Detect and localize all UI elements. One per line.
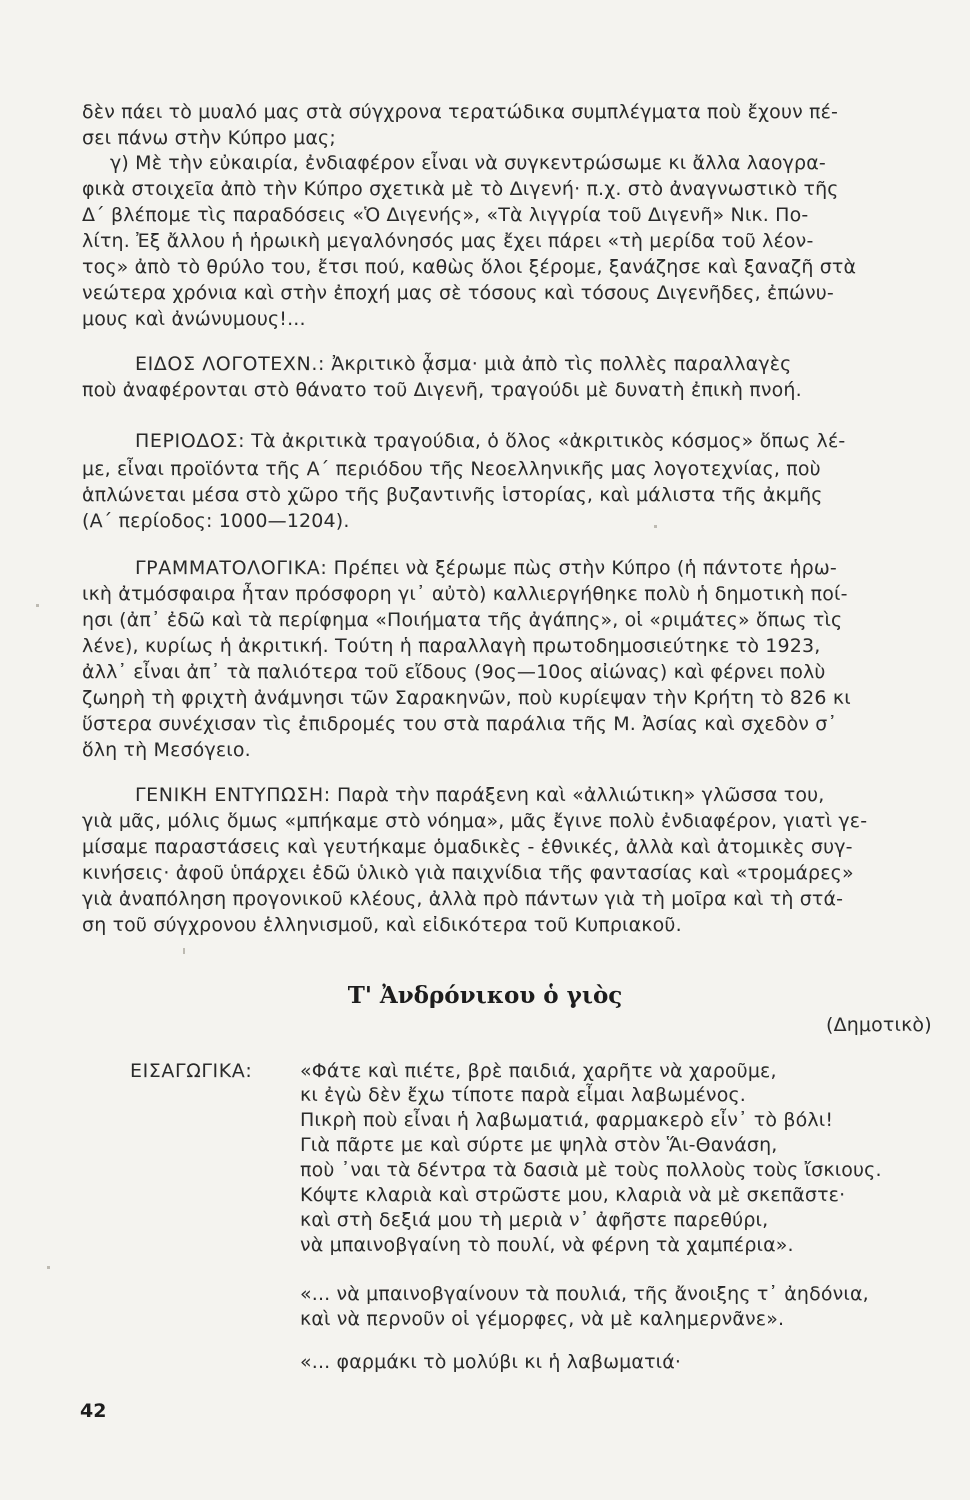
text-line: γιὰ μᾶς, μόλις ὅμως «μπήκαμε στὸ νόημα», μᾶς ἔγινε πολὺ ἐνδιαφέρον, γιατὶ γε- [82,810,868,832]
verse-line: καὶ στὴ δεξιά μου τὴ μεριὰ ν᾿ ἀφῆστε παρεθύρι, [300,1209,769,1231]
verse-line: Πικρὴ ποὺ εἶναι ἡ λαβωματιά, φαρμακερὸ εἶν᾿ τὸ βόλι! [300,1109,834,1131]
text-line: (Α΄ περίοδος: 1000—1204). [82,510,350,532]
text-line: σει πάνω στὴν Κύπρο μας; [82,127,336,149]
geniki-label: ΓΕΝΙΚΗ ΕΝΤΥΠΩΣΗ: [135,784,331,806]
print-speck [47,1266,50,1269]
poem-title: Τ' Ἀνδρόνικου ὁ γιὸς [347,982,623,1009]
text-line: φικὰ στοιχεῖα ἀπὸ τὴν Κύπρο σχετικὰ μὲ τὸ Διγενή· π.χ. στὸ ἀναγνωστικὸ τῆς [82,178,839,200]
text-line: ἀλλ᾿ εἶναι ἀπ᾿ τὰ παλιότερα τοῦ εἴδους (9ος—10ος αἰώνας) καὶ φέρνει πολὺ [82,661,826,683]
print-speck [183,948,185,954]
grammatologika-label: ΓΡΑΜΜΑΤΟΛΟΓΙΚΑ: [135,557,328,579]
text-line: ζωηρὴ τὴ φριχτὴ ἀνάμνησι τῶν Σαρακηνῶν, ποὺ κυρίεψαν τὴν Κρήτη τὸ 826 κι [82,687,851,709]
intro-label: ΕΙΣΑΓΩΓΙΚΑ: [130,1060,253,1082]
verse-line: «... φαρμάκι τὸ μολύβι κι ἡ λαβωματιά· [300,1351,682,1373]
text-line: μους καὶ ἀνώνυμους!... [82,308,306,330]
text-line: δὲν πάει τὸ μυαλό μας στὰ σύγχρονα τερατώδικα συμπλέγματα ποὺ ἔχουν πέ- [82,101,839,123]
text-line: Δ΄ βλέπομε τὶς παραδόσεις «Ὁ Διγενής», «Τὰ λιγγρία τοῦ Διγενῆ» Νικ. Πο- [82,204,809,226]
eidos-line: ΕΙΔΟΣ ΛΟΓΟΤΕΧΝ.: Ἀκριτικὸ ᾆσμα· μιὰ ἀπὸ τὶς πολλὲς παραλλαγὲς [135,353,792,375]
text-line: ἁπλώνεται μέσα στὸ χῶρο τῆς βυζαντινῆς ἱστορίας, καὶ μάλιστα τῆς ἀκμῆς [82,484,823,506]
periodos-label: ΠΕΡΙΟΔΟΣ: [135,430,246,452]
text-line: μίσαμε παραστάσεις καὶ γευτήκαμε ὁμαδικὲς - ἐθνικές, ἀλλὰ καὶ ἀτομικὲς συγ- [82,836,853,858]
text-line: λίτη. Ἐξ ἄλλου ἡ ἡρωικὴ μεγαλόνησός μας ἔχει πάρει «τὴ μερίδα τοῦ λέον- [82,230,814,252]
grammatologika-line: ΓΡΑΜΜΑΤΟΛΟΓΙΚΑ: Πρέπει νὰ ξέρωμε πὼς στὴν Κύπρο (ἡ πάντοτε ἡρω- [135,557,837,579]
text-line: ησι (ἀπ᾿ ἐδῶ καὶ τὰ περίφημα «Ποιήματα τῆς ἀγάπης», οἱ «ριμάτες» ὅπως τὶς [82,609,843,631]
text-line: τος» ἀπὸ τὸ θρύλο του, ἔτσι πού, καθὼς ὅλοι ξέρομε, ξανάζησε καὶ ξαναζῆ στὰ [82,256,857,278]
print-speck [36,604,39,607]
text-line: γιὰ ἀναπόληση προγονικοῦ κλέους, ἀλλὰ πρὸ πάντων γιὰ τὴ μοῖρα καὶ τὴ στά- [82,888,844,910]
text-line: με, εἶναι προϊόντα τῆς Α΄ περιόδου τῆς Νεοελληνικῆς μας λογοτεχνίας, ποὺ [82,458,821,480]
page-number: 42 [80,1400,107,1422]
verse-line: Κόψτε κλαριὰ καὶ στρῶστε μου, κλαριὰ νὰ μὲ σκεπᾶστε· [300,1184,846,1206]
verse-line: κι ἐγὼ δὲν ἔχω τίποτε παρὰ εἶμαι λαβωμένος. [300,1084,746,1106]
verse-line: «... νὰ μπαινοβγαίνουν τὰ πουλιά, τῆς ἄνοιξης τ᾿ ἀηδόνια, [300,1283,869,1305]
verse-line: νὰ μπαινοβγαίνη τὸ πουλί, νὰ φέρνη τὰ χαμπέρια». [300,1234,794,1256]
text-line: λένε), κυρίως ἡ ἀκριτική. Τούτη ἡ παραλλαγὴ πρωτοδημοσιεύτηκε τὸ 1923, [82,635,821,657]
text-line: ὅλη τὴ Μεσόγειο. [82,739,251,761]
verse-line: καὶ νὰ περνοῦν οἱ γέμορφες, νὰ μὲ καλημερνᾶνε». [300,1308,785,1330]
text-line: γ) Μὲ τὴν εὐκαιρία, ἐνδιαφέρον εἶναι νὰ συγκεντρώσωμε κι ἄλλα λαογρα- [110,152,826,174]
text-line: ση τοῦ σύγχρονου ἑλληνισμοῦ, καὶ εἰδικότερα τοῦ Κυπριακοῦ. [82,914,682,936]
text-line: νεώτερα χρόνια καὶ στὴν ἐποχή μας σὲ τόσους καὶ τόσους Διγενῆδες, ἐπώνυ- [82,282,834,304]
text-line: ὕστερα συνέχισαν τὶς ἐπιδρομές του στὰ παράλια τῆς Μ. Ἀσίας καὶ σχεδὸν σ᾿ [82,713,838,735]
eidos-label: ΕΙΔΟΣ ΛΟΓΟΤΕΧΝ.: [135,353,325,375]
text-line: ικὴ ἀτμόσφαιρα ἦταν πρόσφορη γι᾿ αὐτὸ) καλλιεργήθηκε πολὺ ἡ δημοτικὴ ποί- [82,583,848,605]
verse-line: Γιὰ πᾶρτε με καὶ σύρτε με ψηλὰ στὸν Ἅι-Θανάση, [300,1134,778,1156]
geniki-line: ΓΕΝΙΚΗ ΕΝΤΥΠΩΣΗ: Παρὰ τὴν παράξενη καὶ «ἀλλιώτικη» γλῶσσα του, [135,784,825,806]
print-speck [654,525,657,528]
poem-subtitle: (Δημοτικὸ) [826,1014,932,1036]
periodos-line: ΠΕΡΙΟΔΟΣ: Τὰ ἀκριτικὰ τραγούδια, ὁ ὅλος «ἀκριτικὸς κόσμος» ὅπως λέ- [135,430,846,452]
text-line: κινήσεις· ἀφοῦ ὑπάρχει ἐδῶ ὑλικὸ γιὰ παιχνίδια τῆς φαντασίας καὶ «τρομάρες» [82,862,854,884]
verse-line: ποὺ ᾿ναι τὰ δέντρα τὰ δασιὰ μὲ τοὺς πολλοὺς τοὺς ἴσκιους. [300,1159,882,1181]
text-line: ποὺ ἀναφέρονται στὸ θάνατο τοῦ Διγενῆ, τραγούδι μὲ δυνατὴ ἐπικὴ πνοή. [82,379,802,401]
verse-line: «Φάτε καὶ πιέτε, βρὲ παιδιά, χαρῆτε νὰ χαροῦμε, [300,1060,777,1082]
